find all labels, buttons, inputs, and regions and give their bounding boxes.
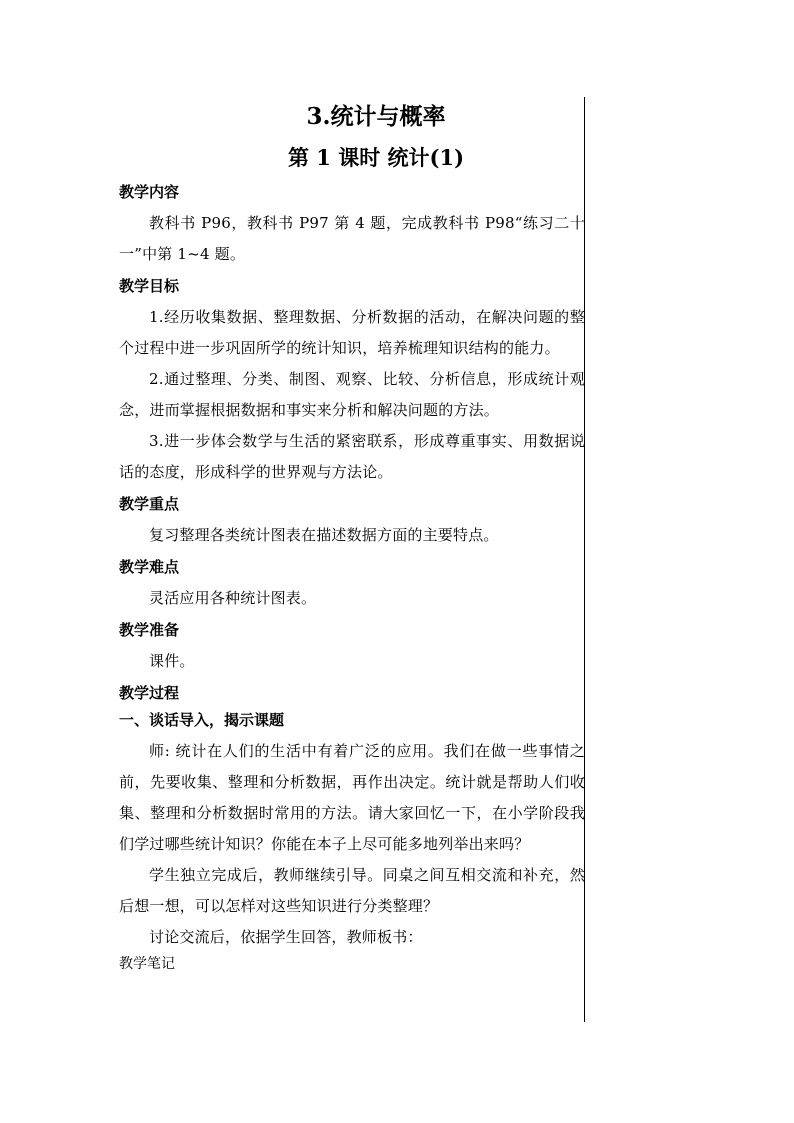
heading-preparation: 教学准备 [119, 621, 180, 639]
lesson-title: 3.统计与概率 [306, 103, 446, 130]
lesson-subtitle: 第 1 课时 统计(1) [287, 145, 465, 170]
goal-item-1: 1.经历收集数据、整理数据、分析数据的活动，在解决问题的整个过程中进一步巩固所学的统计知识，培养梳理知识结构的能力。 [119, 308, 585, 357]
goal-item-3: 3.进一步体会数学与生活的紧密联系，形成尊重事实、用数据说话的态度，形成科学的世界观与方法论。 [119, 432, 585, 481]
preparation-text: 课件。 [149, 652, 195, 670]
difficulties-text: 灵活应用各种统计图表。 [149, 589, 317, 607]
lesson-content [119, 100, 585, 975]
heading-teaching-process: 教学过程 [119, 684, 180, 702]
heading-key-points: 教学重点 [119, 495, 180, 513]
heading-teaching-goals: 教学目标 [119, 277, 180, 295]
process-step-1-heading: 一、谈话导入，揭示课题 [119, 711, 285, 729]
heading-teaching-content: 教学内容 [119, 183, 180, 201]
teaching-content-text: 教科书 P96，教科书 P97 第 4 题，完成教科书 P98“练习二十一”中第 1~4 题。 [119, 214, 585, 263]
goal-item-2: 2.通过整理、分类、制图、观察、比较、分析信息，形成统计观念，进而掌握根据数据和事实来分析和解决问题的方法。 [119, 370, 585, 419]
teaching-notes-label: 教学笔记 [119, 956, 175, 972]
key-points-text: 复习整理各类统计图表在描述数据方面的主要特点。 [149, 526, 499, 544]
process-paragraph-3: 讨论交流后，依据学生回答，教师板书： [149, 928, 423, 946]
heading-difficulties: 教学难点 [119, 558, 180, 576]
process-paragraph-2: 学生独立完成后，教师继续引导。同桌之间互相交流和补充，然后想一想，可以怎样对这些知识进行分类整理？ [119, 866, 585, 915]
process-paragraph-1: 师: 统计在人们的生活中有着广泛的应用。我们在做一些事情之前，先要收集、整理和分析数据，再作出决定。统计就是帮助人们收集、整理和分析数据时常用的方法。请大家回忆一下，在小学阶段我们学过哪些统计知识？你能在本子上尽可能多地列举出来吗？ [119, 742, 585, 853]
